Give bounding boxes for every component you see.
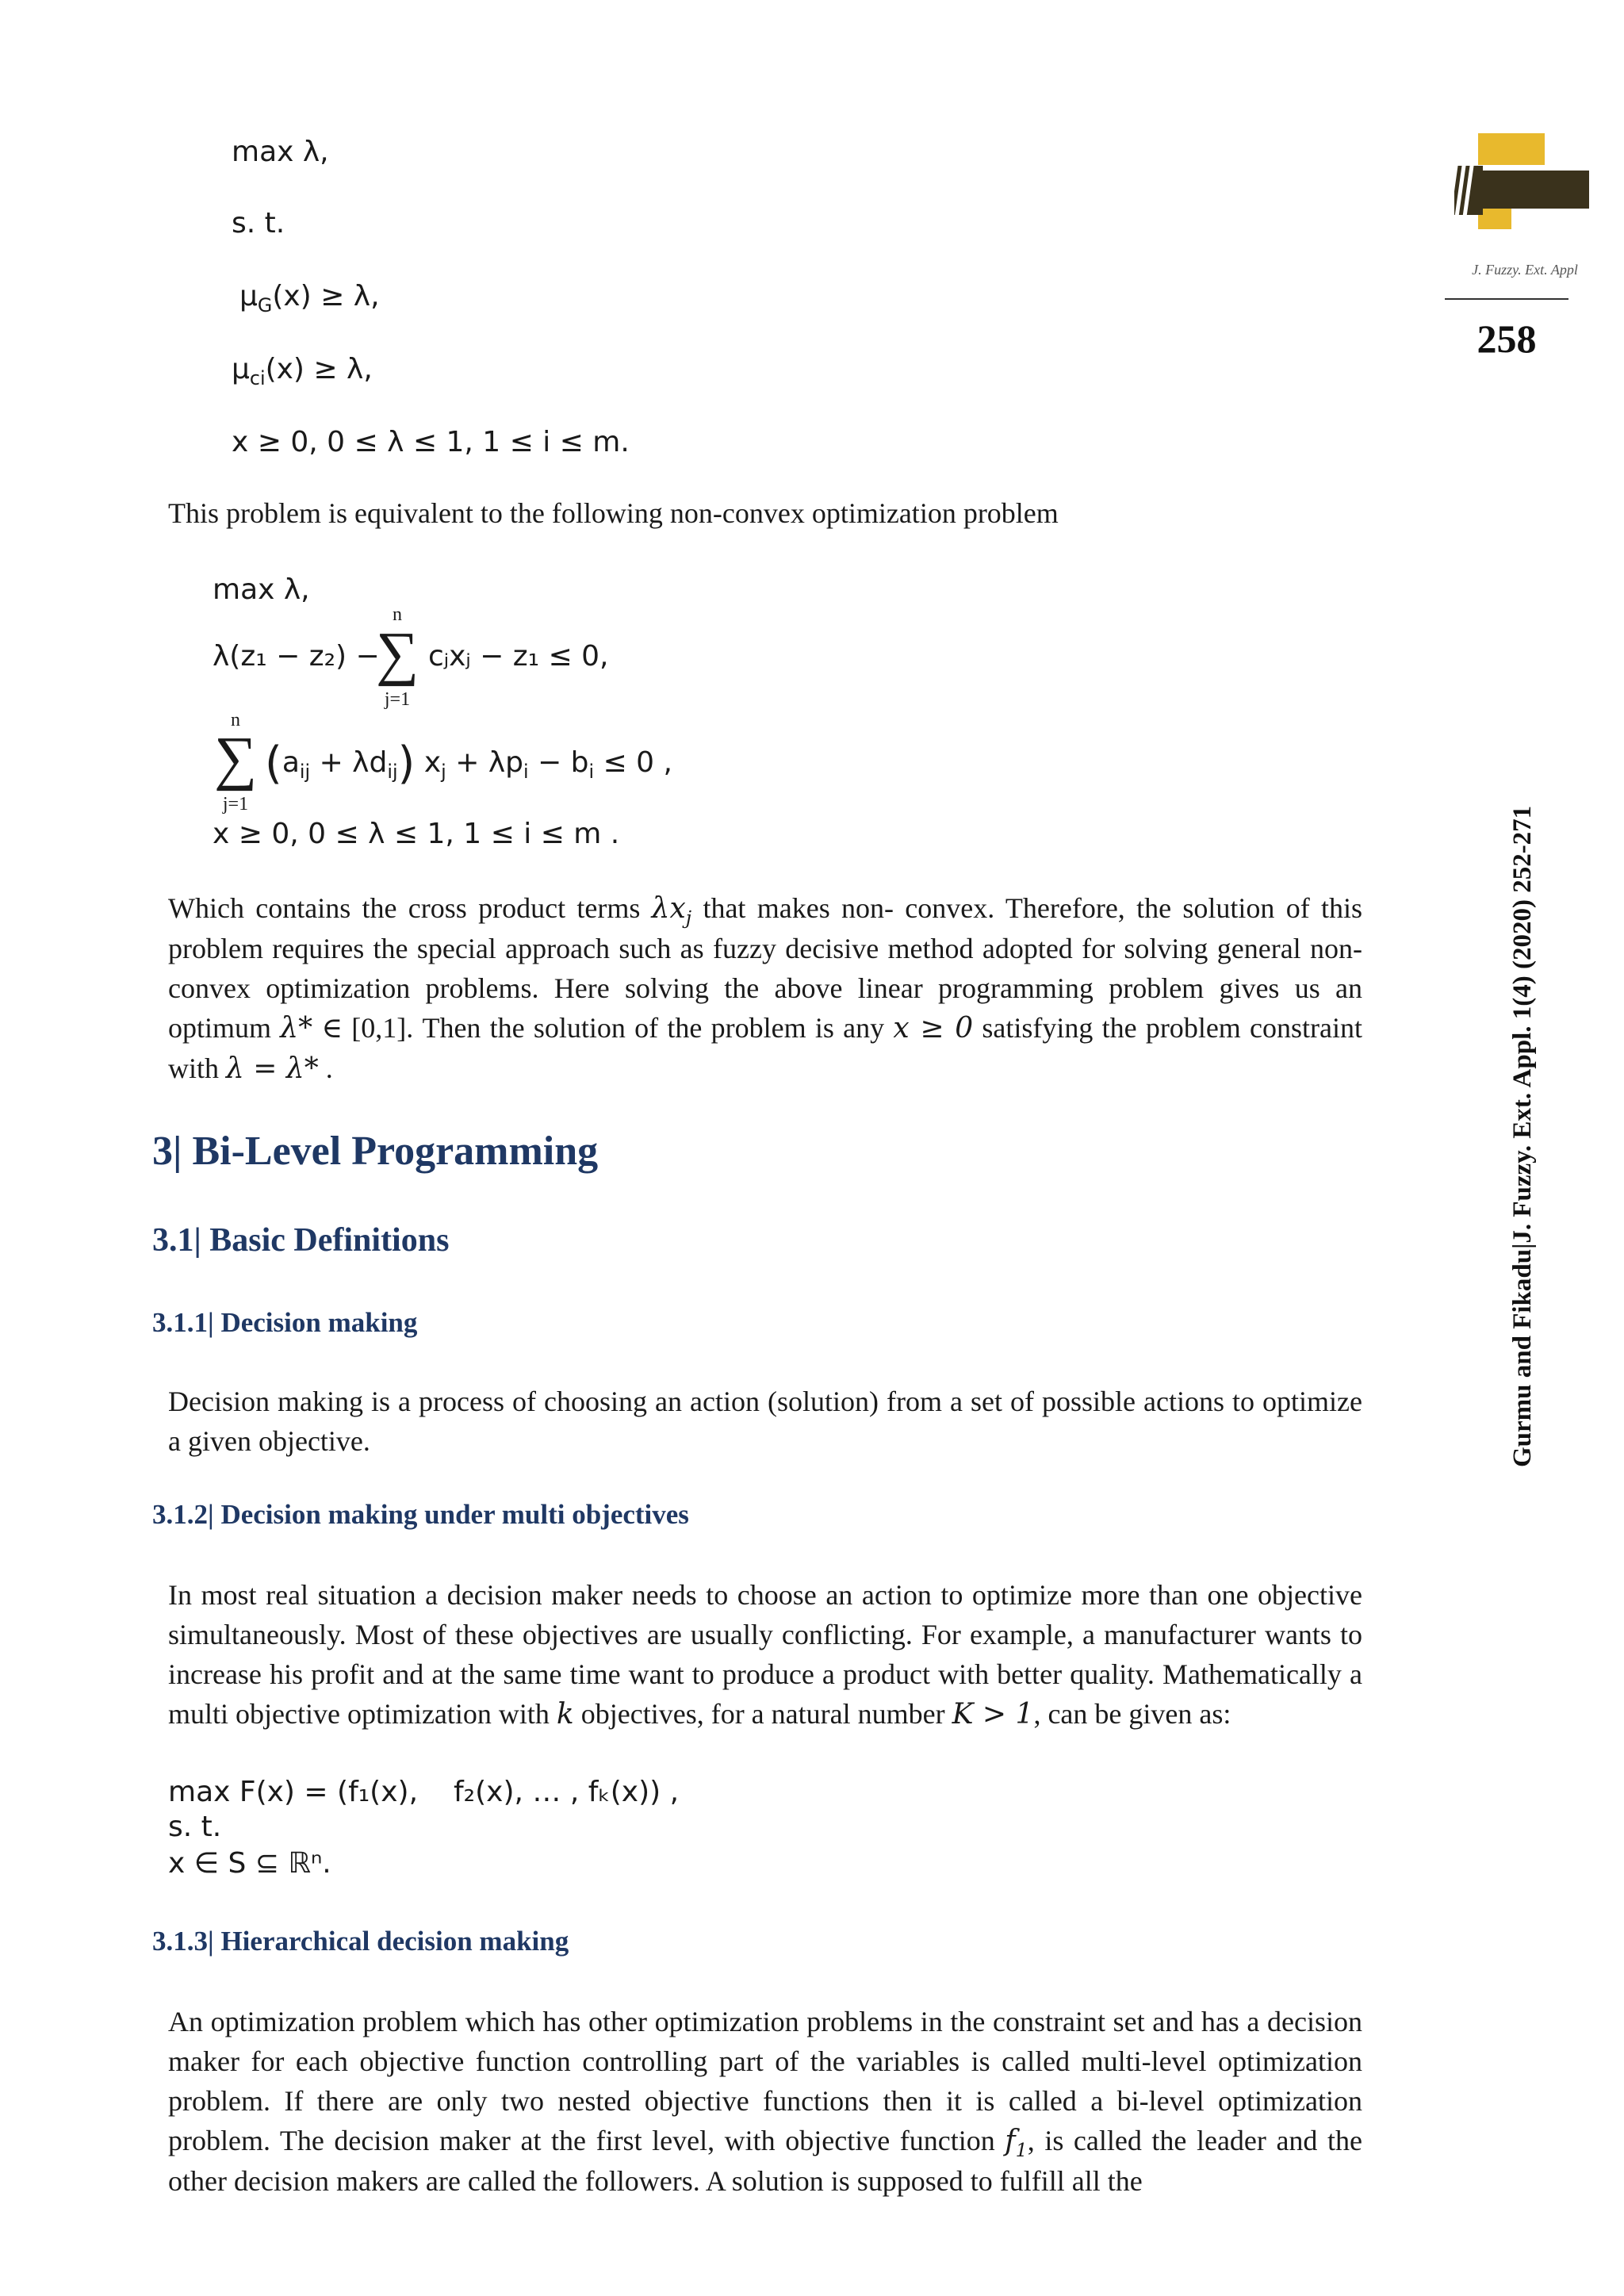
eq1-line5: x ≥ 0, 0 ≤ λ ≤ 1, 1 ≤ i ≤ m. <box>232 426 630 458</box>
moo-eq-line1a: max F(x) = (f₁(x), <box>168 1776 419 1808</box>
eq1-line2: s. t. <box>232 207 285 240</box>
eq1-line4: $\mu_{ci}(x) \ge \lambda$, <box>232 353 373 390</box>
eq2-sum1-symbol: ∑ <box>376 620 419 687</box>
moo-eq-line1b: f₂(x), … , fₖ(x)) , <box>454 1776 680 1808</box>
eq2-line3: $(a_{ij} + \lambda d_{ij}) x_j + \lambda p_i - b_i \le 0$ , <box>265 738 672 789</box>
section-3-1-3-text: An optimization problem which has other optimization problems in the constraint set and has a decision maker for each objective function controlling part of the variables is called multi-level optimization problem. If there are only two nested objective functions then it is called a bi-level optimization problem. The decision maker at the first level, with objective function $f_1$, is called the leader and the other decision makers are called the followers. A solution is supposed to fulfill all the <box>168 2006 1362 2197</box>
intro-sentence: This problem is equivalent to the following non-convex optimization problem <box>168 497 1059 529</box>
eq1-line3: $\mu_G(x) \ge \lambda$, <box>239 280 380 317</box>
section-3-1-1-text: Decision making is a process of choosing an action (solution) from a set of possible actions to optimize a given objective. <box>168 1386 1362 1457</box>
eq2-sum2-upper: n <box>231 710 240 730</box>
eq2-line2-pre: λ(z₁ − z₂) − <box>213 640 380 673</box>
moo-eq-line2: s. t. <box>168 1811 222 1843</box>
section-3-1-2-heading: 3.1.2| Decision making under multi objectives <box>152 1499 689 1530</box>
eq2-sum2-symbol: ∑ <box>214 725 258 792</box>
section-3-heading: 3| Bi-Level Programming <box>152 1129 599 1174</box>
journal-logo <box>1450 129 1592 256</box>
eq2-line4: x ≥ 0, 0 ≤ λ ≤ 1, 1 ≤ i ≤ m . <box>213 818 620 850</box>
moo-eq-line3: x ∈ S ⊆ ℝⁿ. <box>168 1847 331 1880</box>
eq1-line1: max λ, <box>232 136 329 168</box>
logo-icon <box>1450 133 1589 229</box>
section-3-1-1-heading: 3.1.1| Decision making <box>152 1307 418 1338</box>
page-number: 258 <box>1477 316 1537 361</box>
section-3-1-heading: 3.1| Basic Definitions <box>152 1222 450 1259</box>
eq2-sum1-upper: n <box>393 604 402 625</box>
header-rule <box>1445 298 1568 300</box>
paragraph-nonconvex: Which contains the cross product terms $\lambda x_j$ that makes non- convex. Therefore, the solution of this problem requires the special approach such as fuzzy decisive method adopted for solving general non-convex optimization problems. Here solving the above linear programming problem gives us an optimum λ* ∈ [0,1]. Then the solution of the problem is any x ≥ 0 satisfying the problem constraint with λ = λ* . <box>168 892 1363 1085</box>
running-head: Gurmu and Fikadu|J. Fuzzy. Ext. Appl. 1(4) (2020) 252-271 <box>1508 805 1537 1467</box>
section-3-1-3-heading: 3.1.3| Hierarchical decision making <box>152 1926 569 1957</box>
journal-abbrev: J. Fuzzy. Ext. Appl <box>1472 262 1578 278</box>
section-3-1-2-text: In most real situation a decision maker needs to choose an action to optimize more than one objective simultaneously. Most of these objectives are usually conflicting. For example, a manufacturer wants to increase his profit and at the same time want to produce a product with better quality. Mathematically a multi objective optimization with k objectives, for a natural number K > 1, can be given as: <box>168 1579 1362 1731</box>
eq2-line2-post: cⱼxⱼ − z₁ ≤ 0, <box>428 640 609 673</box>
eq2-sum1-lower: j=1 <box>384 689 411 710</box>
eq2-line1: max λ, <box>213 573 310 606</box>
eq2-sum2-lower: j=1 <box>222 794 249 815</box>
